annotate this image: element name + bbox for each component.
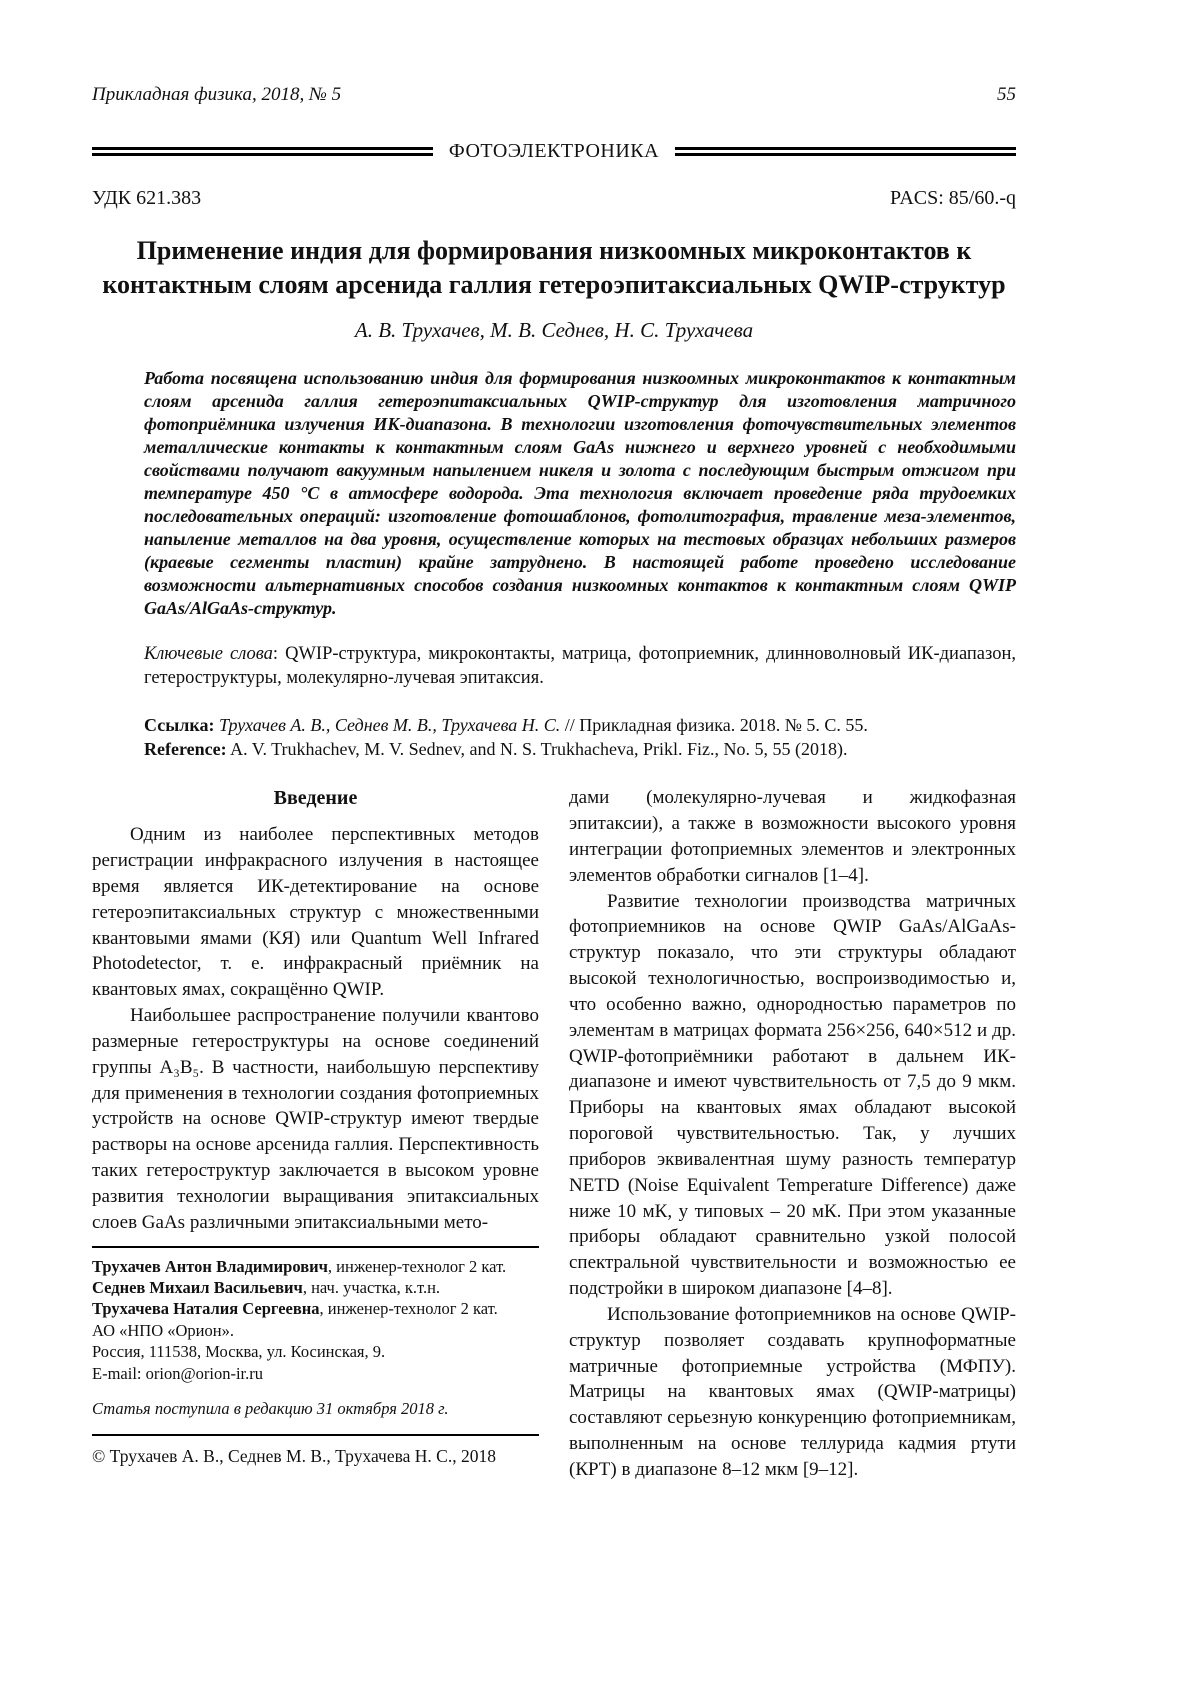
reference-label: Reference: <box>144 739 227 760</box>
citation-line-ru <box>144 713 1016 737</box>
section-banner <box>92 140 1016 163</box>
banner-rule-right <box>675 147 1016 156</box>
two-column-body <box>92 785 1016 1482</box>
reference-text: A. V. Trukhachev, M. V. Sednev, and N. S. Trukhacheva, Prikl. Fiz., No. 5, 55 (2018). <box>226 739 848 760</box>
author-role: , нач. участка, к.т.н. <box>302 1278 441 1298</box>
author-role: , инженер-технолог 2 кат. <box>327 1256 507 1276</box>
citation-block <box>144 713 1016 762</box>
article-title: Применение индия для формирования низкоомных микроконтактов к контактным слоям арсенида галлия гетероэпитаксиальных QWIP-структур <box>102 236 1006 299</box>
citation-authors: Трухачев А. В., Седнев М. В., Трухачева Н. С. <box>214 714 561 735</box>
intro-paragraph-2: Наибольшее распространение получили квантово размерные гетероструктуры на основе соединений группы A₃B₅. В частности, наибольшую перспективу для применения в технологии создания фотоприемных устройств на основе QWIP-структур имеют твердые растворы на основе арсенида галлия. Перспективность таких гетероструктур заключается в высоком уровне развития технологии выращивания эпитаксиальных слоев GaAs различными эпитаксиальными мето- <box>92 1005 539 1233</box>
affiliation-line: АО «НПО «Орион». <box>92 1320 234 1340</box>
footnote-author-line <box>92 1277 539 1298</box>
keywords <box>144 642 1016 691</box>
affiliation-line: Россия, 111538, Москва, ул. Косинская, 9. <box>92 1342 386 1362</box>
article-authors: А. В. Трухачев, М. В. Седнев, Н. С. Трухачева <box>354 317 754 342</box>
copyright-separator <box>92 1434 539 1436</box>
banner-rule-left <box>92 147 433 156</box>
body-paragraph-1: дами (молекулярно-лучевая и жидкофазная эпитаксии), а также в возможности высокого уровня интеграции фотоприемных элементов и электронных элементов обработки сигналов [1–4]. <box>569 787 1016 886</box>
codes-row <box>92 187 1016 210</box>
journal-title: Прикладная физика, 2018, № 5 <box>92 84 342 105</box>
email-line: E-mail: orion@orion-ir.ru <box>92 1363 263 1383</box>
copyright-line: © Трухачев А. В., Седнев М. В., Трухачева Н. С., 2018 <box>92 1445 496 1466</box>
intro-paragraph-1: Одним из наиболее перспективных методов регистрации инфракрасного излучения в настоящее время является ИК-детектирование на основе гетероэпитаксиальных структур с множественными квантовыми ямами (КЯ) или Quantum Well Infrared Photodetector, т. е. инфракрасный приёмник на квантовых ямах, сокращённо QWIP. <box>92 824 539 1001</box>
footnote-author-line <box>92 1298 539 1319</box>
keywords-label: Ключевые слова <box>144 643 273 664</box>
body-paragraph-3: Использование фотоприемников на основе QWIP-структур позволяет создавать крупноформатные матричные фотоприемные устройства (МФПУ). Матрицы на квантовых ямах (QWIP-матрицы) составляют серьезную конкуренцию фотоприемникам, выполненным на основе теллурида кадмия ртути (КРТ) в диапазоне 8–12 мкм [9–12]. <box>569 1303 1016 1480</box>
author-name: Седнев Михаил Васильевич <box>92 1278 303 1298</box>
received-line: Статья поступила в редакцию 31 октября 2018 г. <box>92 1399 449 1419</box>
abstract-text: Работа посвящена использованию индия для формирования низкоомных микроконтактов к контактным слоям арсенида галлия гетероэпитаксиальных QWIP-структур для изготовления матричного фотоприёмника излучения ИК-диапазона. В технологии изготовления фоточувствительных элементов металлические контакты к контактным слоям GaAs нижнего и верхнего уровней с необходимыми свойствами получают вакуумным напылением никеля и золота с последующим быстрым отжигом при температуре 450 °С в атмосфере водорода. Эта технология включает проведение ряда трудоемких последовательных операций: изготовление фотошаблонов, фотолитография, травление меза-элементов, напыление металлов на два уровня, осуществление которых на тестовых образцах небольших размеров (краевые сегменты пластин) крайне затруднено. В настоящей работе проведено исследование возможности альтернативных способов создания низкоомных контактов к контактным слоям QWIP GaAs/AlGaAs-структур. <box>144 367 1016 618</box>
footnote-separator <box>92 1246 539 1248</box>
section-banner-title: ФОТОЭЛЕКТРОНИКА <box>448 140 660 162</box>
pacs-code: PACS: 85/60.-q <box>890 187 1016 209</box>
author-name: Трухачева Наталия Сергеевна <box>92 1299 320 1319</box>
body-paragraph-2: Развитие технологии производства матричных фотоприемников на основе QWIP GaAs/AlGaAs-структур показало, что эти структуры обладают высокой технологичностью, воспроизводимостью и, что особенно важно, однородностью параметров по элементам в матрицах формата 256×256, 640×512 и др. QWIP-фотоприёмники работают в дальнем ИК-диапазоне и имеют чувствительность от 7,5 до 9 мкм. Приборы на квантовых ямах обладают высокой пороговой чувствительностью. Так, у лучших приборов эквивалентная шуму разность температур NETD (Noise Equivalent Temperature Difference) даже ниже 10 мК, у типовых – 20 мК. При этом указанные приборы обладают сравнительно узкой полосой спектральной чувствительности и возможностью ее подстройки в широком диапазоне [4–8]. <box>569 890 1016 1300</box>
footnote-author-line <box>92 1256 539 1277</box>
right-column <box>569 785 1016 1482</box>
citation-label: Ссылка: <box>144 714 215 735</box>
page-number: 55 <box>997 84 1016 105</box>
udc-code: УДК 621.383 <box>92 187 202 209</box>
footnote-block <box>92 1246 539 1468</box>
intro-heading: Введение <box>273 787 358 810</box>
reference-line <box>144 737 1016 761</box>
author-name: Трухачев Антон Владимирович <box>92 1256 328 1276</box>
keywords-text: : QWIP-структура, микроконтакты, матрица, фотоприемник, длинноволновый ИК-диапазон, гетероструктуры, молекулярно-лучевая эпитаксия. <box>144 643 1016 689</box>
author-role: , инженер-технолог 2 кат. <box>319 1299 498 1319</box>
left-column <box>92 785 539 1482</box>
running-head <box>92 84 1016 106</box>
citation-source: // Прикладная физика. 2018. № 5. С. 55. <box>560 714 868 735</box>
